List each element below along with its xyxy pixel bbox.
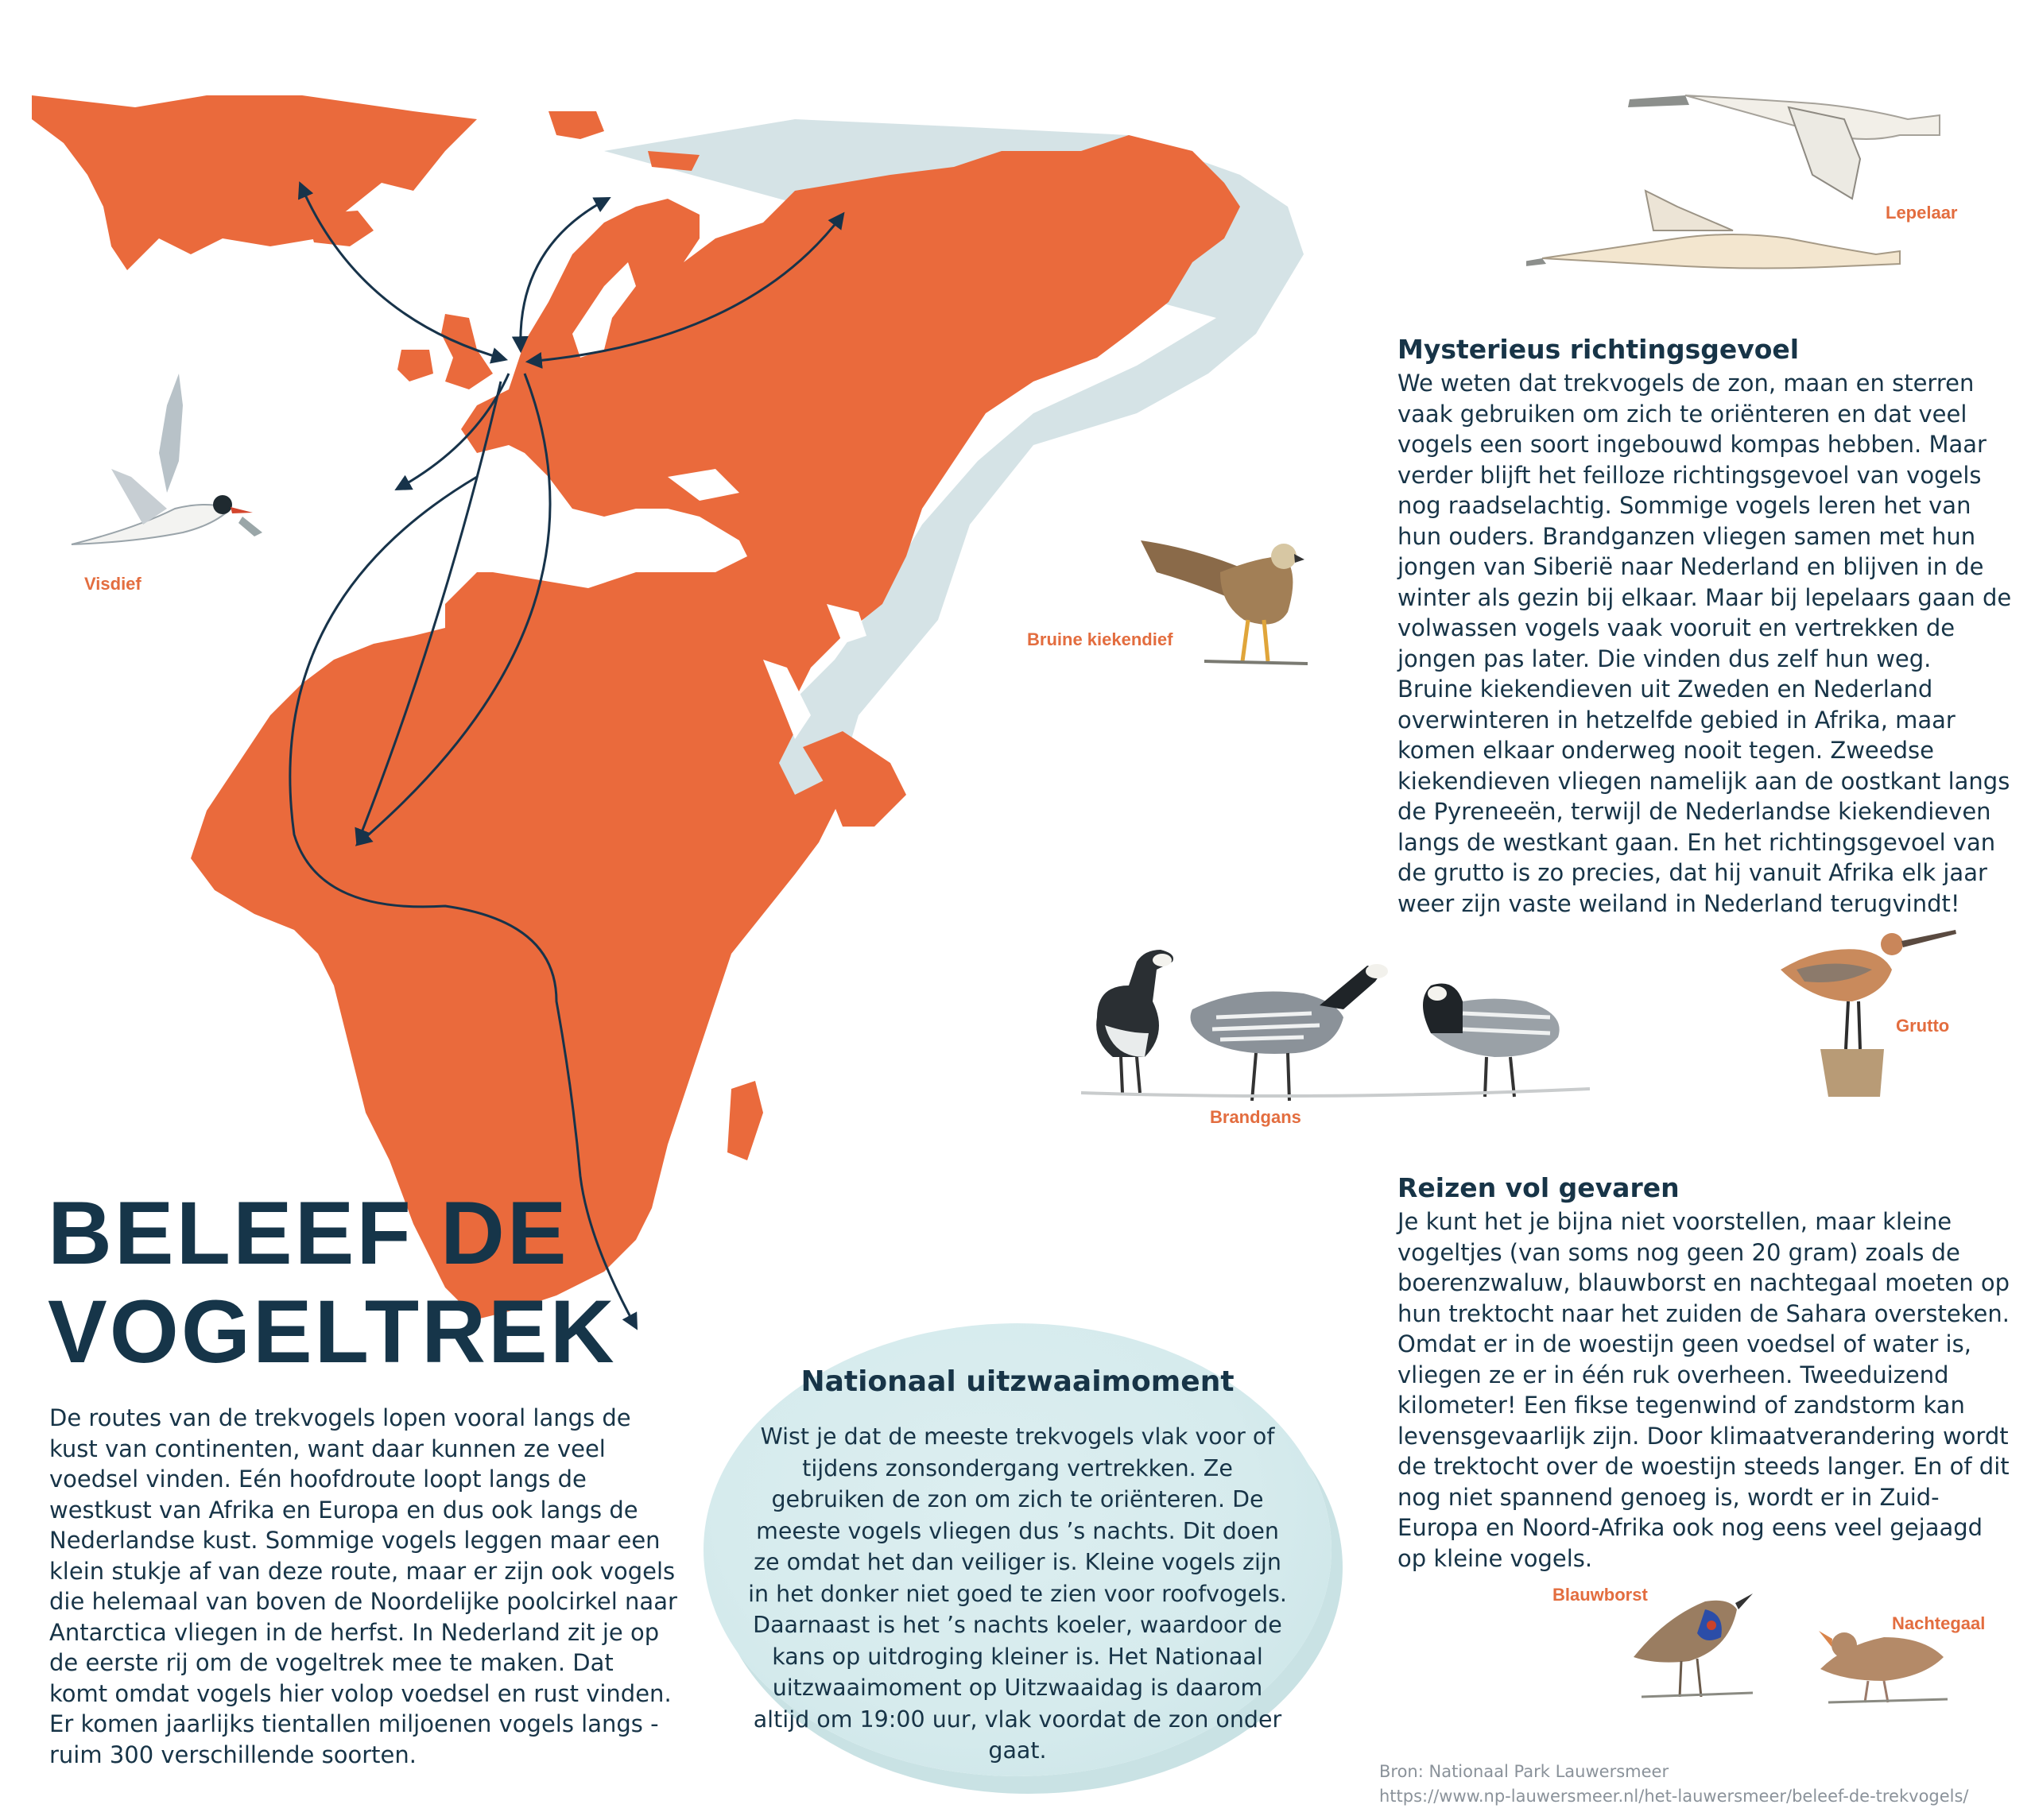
visdief-illustration <box>64 374 270 564</box>
godwit-head <box>1881 933 1903 955</box>
label-blauwborst: Blauwborst <box>1552 1585 1648 1605</box>
grutto-illustration <box>1773 914 1971 1105</box>
direction-heading: Mysterieus richtingsgevoel <box>1397 334 1800 365</box>
nightingale-branch <box>1828 1699 1948 1702</box>
continents <box>32 95 1240 1319</box>
source-label: Bron: Nationaal Park Lauwersmeer <box>1379 1762 1669 1781</box>
harrier-legs <box>1242 620 1268 661</box>
label-visdief: Visdief <box>84 574 141 594</box>
uitzwaaimoment-text: Wist je dat de meeste trekvogels vlak voor of tijdens zonsondergang vertrekken. Ze gebruiken de zon om zich te oriënteren. De meeste vogels vliegen dus ’s nachts. Dit doen ze omdat het dan veiliger is. Kleine vogels zijn in het donker niet goed te zien voor roofvogels. Daarnaast is het ’s nachts koeler, waardoor de kans op uitdroging kleiner is. Het Nationaal uitzwaaimoment op Uitzwaaidag is daarom altijd om 19:00 uur, vlak voordat de zon onder gaat. <box>748 1423 1287 1764</box>
godwit-post <box>1820 1049 1884 1097</box>
goose-3-face <box>1428 986 1447 1001</box>
dangers-text: Je kunt het je bijna niet voorstellen, maar kleine vogeltjes (van soms nog geen 20 gram) zoals de boerenzwaluw, blauwborst en nachtegaal moeten op hun trektocht naar het zuiden de Sahara oversteken. Omdat er in de woestijn geen voedsel of water is, vliegen ze er in één ruk overheen. Tweeduizend kilometer! Een fikse tegenwind of zandstorm kan levensgevaarlijk zijn. Door klimaatverandering wordt de trektocht over de woestijn steeds langer. En of dit nog niet spannend genoeg is, wordt er in Zuid-Europa en Noord-Afrika ook nog eens veel gejaagd op kleine vogels. <box>1397 1208 2010 1572</box>
goose-2-legs <box>1252 1053 1289 1101</box>
goose-2-body <box>1191 992 1344 1055</box>
label-nachtegaal: Nachtegaal <box>1892 1613 1986 1633</box>
brandgans-illustration <box>1081 938 1606 1105</box>
godwit-bill <box>1901 930 1956 947</box>
goose-3 <box>1423 984 1560 1098</box>
goose-2 <box>1191 964 1389 1101</box>
bluethroat-spot <box>1707 1621 1716 1630</box>
direction-text: We weten dat trekvogels de zon, maan en sterren vaak gebruiken om zich te oriënteren en dat veel vogels een soort ingebouwd kompas hebben. Maar verder blijft het feilloze richtingsgevoel van vogels nog raadselachtig. Sommige vogels leren het van hun ouders. Brandganzen vliegen samen met hun jongen van Siberië naar Nederland en blijven in de winter als gezin bij elkaar. Maar bij lepelaars gaan de volwassen vogels vaak vooruit en vertrekken de jongen pas later. Die vinden dus zelf hun weg. Bruine kiekendieven uit Zweden en Nederland overwinteren in hetzelfde gebied in Afrika, maar komen elkaar onderweg nooit tegen. Zweedse kiekendieven vliegen namelijk aan de oostkant langs de Pyreneeën, terwijl de Nederlandse kiekendieven langs de westkant gaan. En het richtingsgevoel van de grutto is zo precies, dat hij vanuit Afrika elk jaar weer zijn vaste weiland in Nederland terugvindt! <box>1397 370 2012 917</box>
nightingale-head <box>1832 1632 1857 1658</box>
label-grutto: Grutto <box>1896 1016 1950 1036</box>
spoonbill-bottom-wing <box>1645 191 1733 230</box>
spoonbill-bottom-body <box>1542 234 1900 269</box>
britain-shape <box>441 314 493 389</box>
goose-1 <box>1096 950 1173 1093</box>
greenland-shape <box>32 95 477 270</box>
nightingale-beak <box>1819 1631 1832 1647</box>
bluethroat-branch <box>1642 1693 1753 1697</box>
label-bruine-kiekendief: Bruine kiekendief <box>1027 629 1173 649</box>
harrier-beak <box>1294 554 1304 563</box>
spoonbill-top-bill <box>1628 95 1689 107</box>
nightingale-legs <box>1865 1681 1888 1702</box>
godwit-legs <box>1846 1001 1860 1049</box>
bluethroat-beak <box>1735 1593 1753 1609</box>
source-url[interactable]: https://www.np-lauwersmeer.nl/het-lauwersmeer/beleef-de-trekvogels/ <box>1379 1787 1969 1806</box>
lepelaar-illustration <box>1526 87 2003 278</box>
goose-1-face <box>1153 954 1172 966</box>
tern-wing <box>159 374 183 493</box>
goose-2-face <box>1366 964 1388 978</box>
goose-1-legs <box>1121 1057 1140 1093</box>
label-lepelaar: Lepelaar <box>1886 203 1958 223</box>
bluethroat-legs <box>1680 1659 1701 1697</box>
spoonbill-bottom-bill <box>1526 258 1546 267</box>
tern-fish <box>238 517 262 536</box>
page-title <box>48 1184 617 1381</box>
eurasia-africa-shape <box>191 135 1240 1319</box>
madagascar-shape <box>727 1081 763 1160</box>
dangers-heading: Reizen vol gevaren <box>1397 1172 1680 1203</box>
ireland-shape <box>397 350 433 381</box>
label-brandgans: Brandgans <box>1210 1107 1301 1127</box>
tern-bill <box>231 507 253 513</box>
harrier-head <box>1271 544 1297 569</box>
tern-cap <box>213 495 232 514</box>
intro-text: De routes van de trekvogels lopen vooral langs de kust van continenten, want daar kunnen ze veel voedsel vinden. Eén hoofdroute loopt langs de westkust van Afrika en Europa en dus ook langs de Nederlandse kust. Sommige vogels leggen maar een klein stukje af van deze route, maar er zijn ook vogels die helemaal van boven de Noordelijke poolcirkel naar Antarctica vliegen in de herfst. In Nederland zit je op de eerste rij om de vogeltrek mee te maken. Dat komt omdat vogels hier volop voedsel en rust vinden. Er komen jaarlijks tientallen miljoenen vogels langs - ruim 300 verschillende soorten. <box>49 1404 677 1768</box>
page-title-line-2: VOGELTREK <box>48 1282 617 1381</box>
svalbard-shape <box>548 111 604 139</box>
uitzwaaimoment-title: Nationaal uitzwaaimoment <box>800 1365 1235 1398</box>
harrier-ground <box>1204 661 1308 664</box>
page-title-line-1: BELEEF DE <box>48 1183 569 1283</box>
